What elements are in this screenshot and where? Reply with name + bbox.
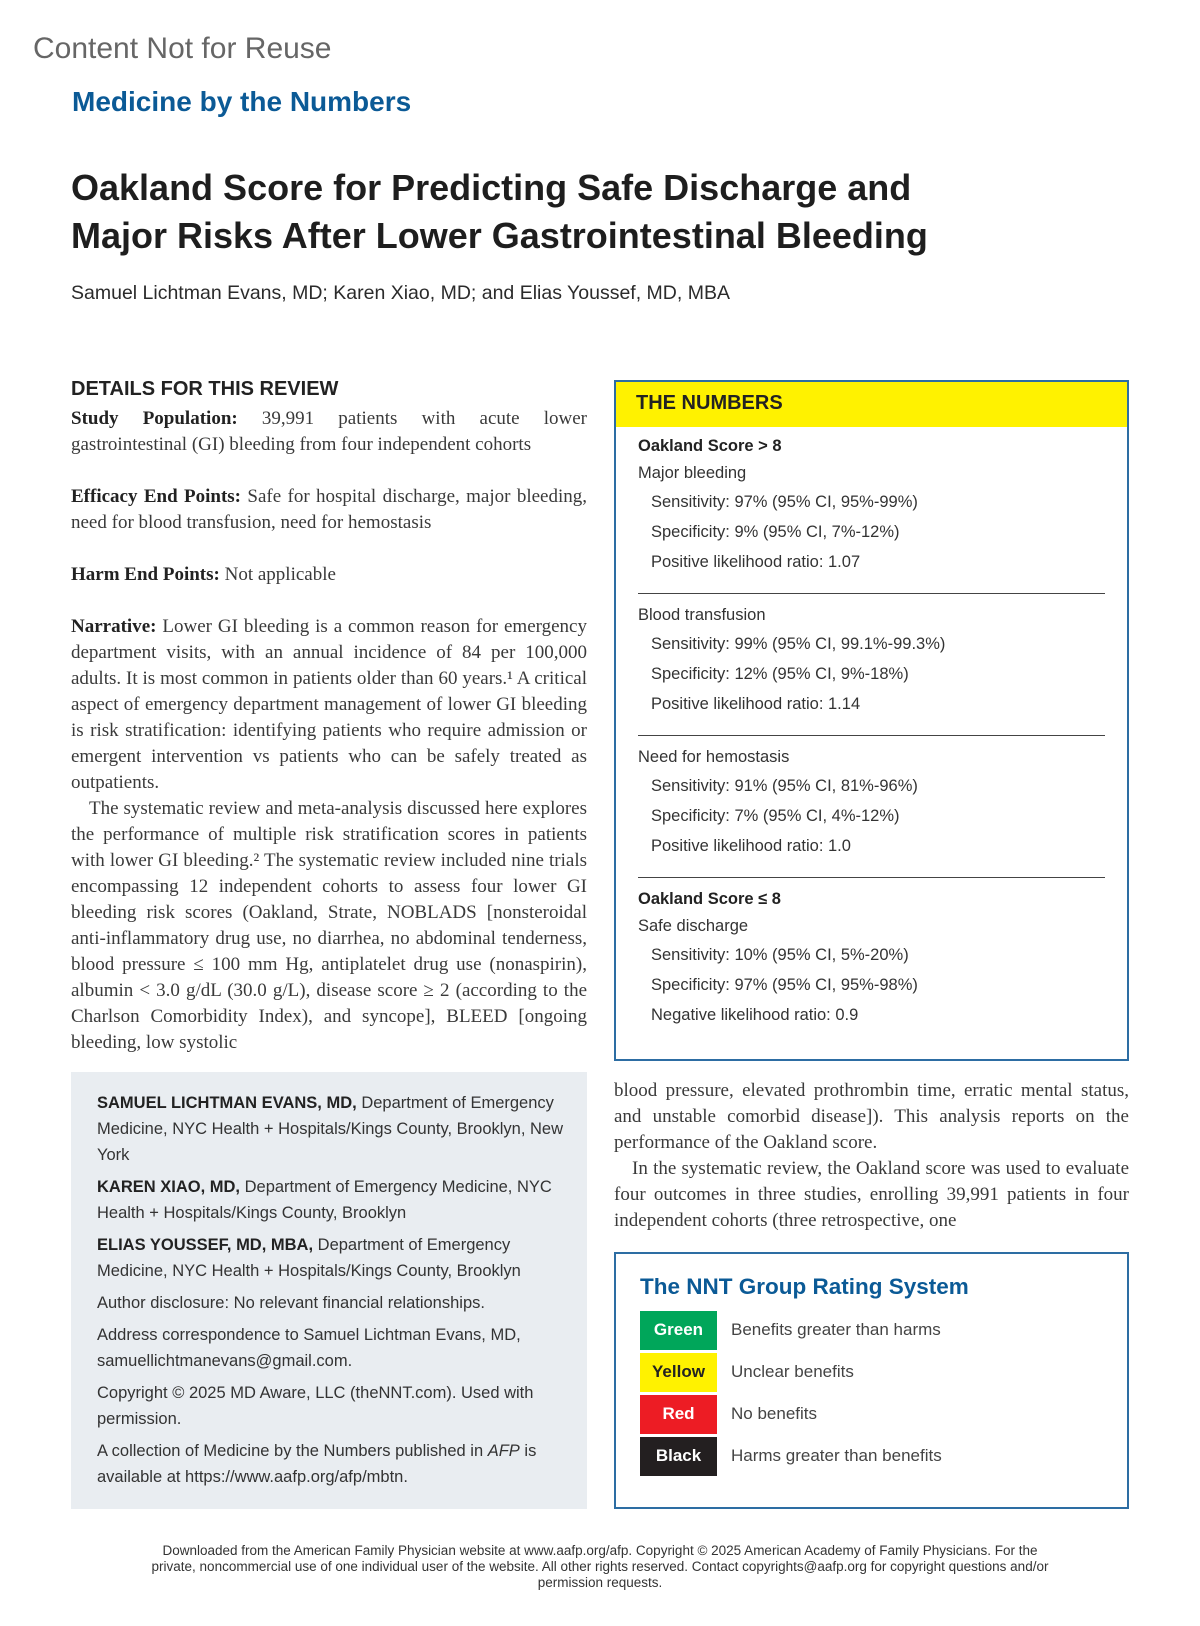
- rating-row: [640, 1393, 1103, 1435]
- author-bio: [97, 1090, 565, 1168]
- details-column: [71, 376, 587, 1056]
- collection-note: A collection of Medicine by the Numbers published in AFP is available at https://www.aafp.org/afp/mbtn.: [97, 1442, 537, 1486]
- title-line: Oakland Score for Predicting Safe Discharge and: [71, 167, 912, 208]
- study-population: Study Population: 39,991 patients with acute lower gastrointestinal (GI) bleeding from four independent cohorts: [71, 408, 588, 455]
- series-title: Medicine by the Numbers: [72, 86, 412, 117]
- score-heading: Oakland Score > 8: [638, 437, 782, 455]
- stat-line: Specificity: 12% (95% CI, 9%-18%): [651, 665, 909, 683]
- author-list: Samuel Lichtman Evans, MD; Karen Xiao, MD; and Elias Youssef, MD, MBA: [71, 282, 730, 304]
- numbers-group: [638, 890, 1105, 1046]
- stat-line: Specificity: 97% (95% CI, 95%-98%): [651, 976, 918, 994]
- outcome-label: Major bleeding: [638, 464, 747, 482]
- continued-text: [614, 1078, 1129, 1234]
- bio-name: SAMUEL LICHTMAN EVANS, MD,: [97, 1094, 357, 1112]
- rating-row: [640, 1435, 1103, 1477]
- stat-line: Specificity: 9% (95% CI, 7%-12%): [651, 523, 900, 541]
- bio-name: ELIAS YOUSSEF, MD, MBA,: [97, 1236, 314, 1254]
- stat-line: Sensitivity: 99% (95% CI, 99.1%-99.3%): [651, 635, 946, 653]
- bio-text: Department of Emergency Medicine, NYC Health + Hospitals/Kings County, Brooklyn: [97, 1178, 552, 1222]
- bio-text: Department of Emergency Medicine, NYC Health + Hospitals/Kings County, Brooklyn, New York: [97, 1094, 564, 1164]
- efficacy-end-points: Efficacy End Points: Safe for hospital discharge, major bleeding, need for blood transfusion, need for hemostasis: [71, 486, 588, 533]
- harm-end-points: Harm End Points: Not applicable: [71, 564, 336, 585]
- rating-swatch-black: Black: [640, 1437, 717, 1476]
- rating-description: Harms greater than benefits: [731, 1446, 942, 1465]
- rating-list: [640, 1309, 1103, 1477]
- stat-line: Positive likelihood ratio: 1.07: [651, 553, 861, 571]
- numbers-group: [638, 606, 1105, 736]
- narrative-paragraph: The systematic review and meta-analysis discussed here explores the performance of multiple risk stratification scores in patients with lower GI bleeding.² The systematic review included nine trials encompassing 12 independent cohorts to assess four lower GI bleeding risk scores (Oakland, Strate, NOBLADS [nonsteroidal anti-inflammatory drug use, no diarrhea, no abdominal tenderness, blood pressure ≤ 100 mm Hg, antiplatelet drug use (nonaspirin), albumin < 3.0 g/dL (30.0 g/L), disease score ≥ 2 (according to the Charlson Comorbidity Index), and syncope], BLEED [ongoing bleeding, low systolic: [71, 798, 587, 1053]
- rating-row: [640, 1351, 1103, 1393]
- nnt-rating-box: [614, 1252, 1129, 1509]
- body-paragraph: In the systematic review, the Oakland score was used to evaluate four outcomes in three studies, enrolling 39,991 patients in four independent cohorts (three retrospective, one: [614, 1158, 1129, 1231]
- author-bio: [97, 1232, 565, 1284]
- title-line: Major Risks After Lower Gastrointestinal Bleeding: [71, 215, 928, 256]
- author-bio: [97, 1174, 565, 1226]
- watermark-text: Content Not for Reuse: [33, 32, 332, 65]
- outcome-label: Need for hemostasis: [638, 748, 790, 766]
- rating-swatch-green: Green: [640, 1311, 717, 1350]
- outcome-label: Safe discharge: [638, 917, 749, 935]
- stat-line: Sensitivity: 10% (95% CI, 5%-20%): [651, 946, 909, 964]
- outcome-label: Blood transfusion: [638, 606, 766, 624]
- narrative-paragraph: Narrative: Lower GI bleeding is a common reason for emergency department visits, with an annual incidence of 84 per 100,000 adults. It is most common in patients older than 60 years.¹ A critical aspect of emergency department management of lower GI bleeding is risk stratification: identifying patients who require admission or emergent intervention vs patients who can be safely treated as outpatients.: [71, 616, 587, 793]
- numbers-group: [638, 437, 1105, 594]
- numbers-group: [638, 748, 1105, 878]
- stat-line: Specificity: 7% (95% CI, 4%-12%): [651, 807, 900, 825]
- numbers-body: [616, 427, 1127, 1046]
- correspondence: Address correspondence to Samuel Lichtman Evans, MD, samuellichtmanevans@gmail.com.: [97, 1326, 521, 1370]
- author-info-box: [71, 1072, 587, 1509]
- bio-text: Department of Emergency Medicine, NYC Health + Hospitals/Kings County, Brooklyn: [97, 1236, 521, 1280]
- score-heading: Oakland Score ≤ 8: [638, 890, 781, 908]
- bio-list: [97, 1090, 565, 1284]
- rating-swatch-yellow: Yellow: [640, 1353, 717, 1392]
- stat-line: Sensitivity: 97% (95% CI, 95%-99%): [651, 493, 918, 511]
- stat-line: Negative likelihood ratio: 0.9: [651, 1006, 859, 1024]
- stat-line: Positive likelihood ratio: 1.14: [651, 695, 861, 713]
- rating-description: Unclear benefits: [731, 1362, 854, 1381]
- article-title: [71, 164, 971, 260]
- stat-line: Positive likelihood ratio: 1.0: [651, 837, 851, 855]
- rating-swatch-red: Red: [640, 1395, 717, 1434]
- rating-description: No benefits: [731, 1404, 817, 1423]
- footer-copyright: Downloaded from the American Family Physician website at www.aafp.org/afp. Copyright © 2025 American Academy of Family Physicians. For the private, noncommercial use of one individual user of the website. All other rights reserved. Contact copyrights@aafp.org for copyright questions and/or permission requests.: [151, 1543, 1049, 1590]
- numbers-heading: THE NUMBERS: [616, 382, 1127, 427]
- nnt-heading: The NNT Group Rating System: [640, 1274, 969, 1299]
- copyright: Copyright © 2025 MD Aware, LLC (theNNT.com). Used with permission.: [97, 1384, 534, 1428]
- bio-name: KAREN XIAO, MD,: [97, 1178, 241, 1196]
- rating-description: Benefits greater than harms: [731, 1320, 941, 1339]
- details-heading: DETAILS FOR THIS REVIEW: [71, 378, 339, 400]
- disclosure: Author disclosure: No relevant financial relationships.: [97, 1294, 485, 1312]
- stat-line: Sensitivity: 91% (95% CI, 81%-96%): [651, 777, 918, 795]
- body-paragraph: blood pressure, elevated prothrombin time, erratic mental status, and unstable comorbid disease]). This analysis reports on the performance of the Oakland score.: [614, 1080, 1129, 1153]
- rating-row: [640, 1309, 1103, 1351]
- the-numbers-box: [614, 380, 1129, 1061]
